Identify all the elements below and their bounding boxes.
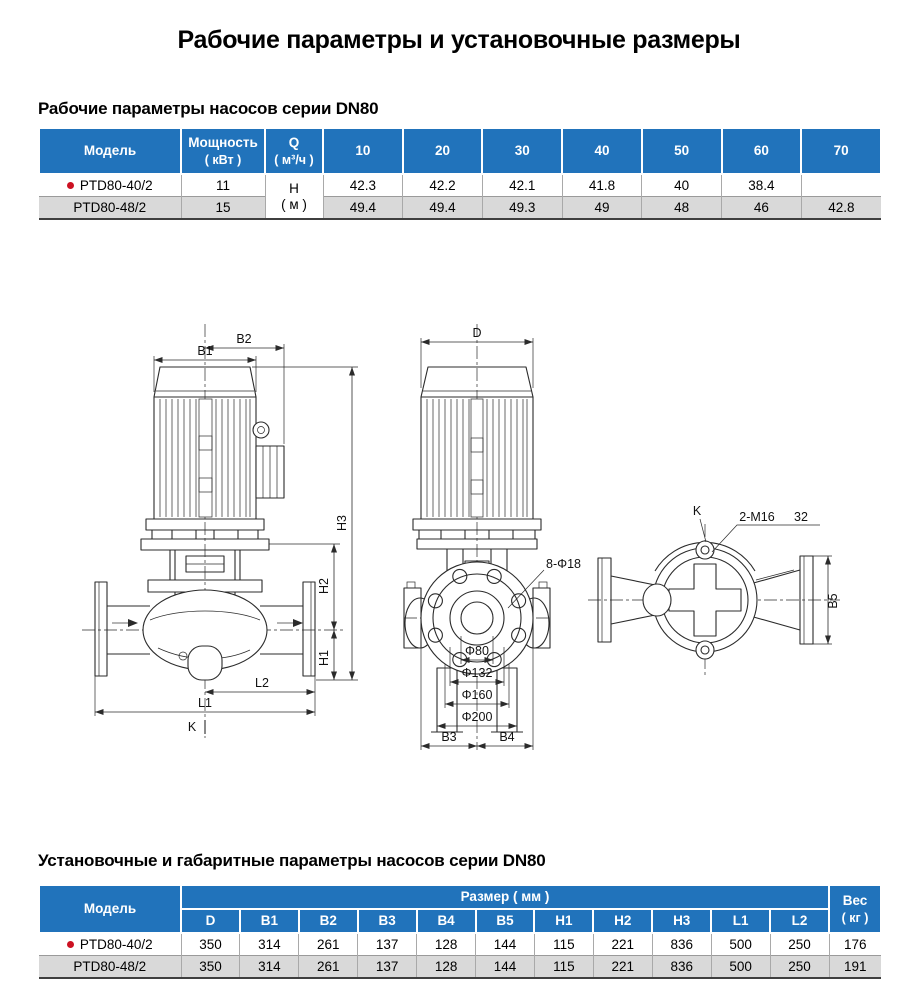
head-value-cell: 40	[642, 174, 722, 197]
dim-column-header: B5	[476, 909, 535, 933]
dim-column-header: B2	[299, 909, 358, 933]
dimension-drawings	[0, 318, 918, 768]
dim-value-cell: 115	[534, 933, 593, 956]
page-title: Рабочие параметры и установочные размеры	[177, 26, 741, 54]
dim-label-b4: B4	[499, 730, 515, 744]
head-value-cell: 49.4	[403, 197, 483, 220]
dim-label-h2: H2	[317, 578, 331, 594]
performance-table-header-row	[39, 128, 881, 174]
flow-arrow-icon	[293, 619, 303, 627]
side-view-drawing	[404, 324, 581, 750]
tap-hole	[696, 541, 714, 559]
weight-header-line2: ( кг )	[841, 910, 869, 925]
power-cell: 11	[181, 174, 265, 197]
flow-value-header: 20	[403, 128, 483, 174]
head-value-cell	[801, 174, 881, 197]
flow-arrow-icon	[128, 619, 138, 627]
dim-value-cell: 836	[652, 956, 711, 979]
dimensions-table-header-row	[39, 885, 881, 909]
dim-value-cell: 836	[652, 933, 711, 956]
flow-header-line1: Q	[288, 135, 300, 151]
bullet-icon	[67, 182, 74, 189]
dim-value-cell: 137	[358, 933, 417, 956]
head-value-cell: 49.3	[482, 197, 562, 220]
dim-value-cell: 350	[181, 956, 240, 979]
dim-value-cell: 128	[417, 956, 476, 979]
power-cell: 15	[181, 197, 265, 220]
pump-casing-front	[95, 582, 315, 680]
top-view-drawing	[588, 504, 840, 676]
head-unit-line1: H	[289, 180, 299, 196]
dim-value-cell: 314	[240, 956, 299, 979]
dim-label-h3: H3	[335, 515, 349, 531]
performance-table	[38, 127, 882, 220]
dim-value-cell: 115	[534, 956, 593, 979]
dim-value-cell: 144	[476, 933, 535, 956]
dim-column-header: H1	[534, 909, 593, 933]
dim-column-header: L1	[711, 909, 770, 933]
dim-column-header: H3	[652, 909, 711, 933]
side-dimensions	[421, 326, 581, 750]
table-row	[39, 174, 881, 197]
dim-value-cell: 221	[593, 933, 652, 956]
weight-header-line1: Вес	[842, 893, 868, 909]
lifting-eye	[253, 422, 269, 438]
head-unit-cell	[265, 174, 323, 219]
flow-value-header: 30	[482, 128, 562, 174]
dim-value-cell: 500	[711, 933, 770, 956]
dim-value-cell: 350	[181, 933, 240, 956]
dim-label-k: K	[187, 720, 197, 734]
dim-value-cell: 144	[476, 956, 535, 979]
flow-header-line2: ( м³/ч )	[274, 152, 314, 167]
dim-value-cell: 137	[358, 956, 417, 979]
suction-flange	[95, 582, 107, 676]
motor-front	[146, 367, 284, 539]
model-cell	[39, 174, 181, 197]
dim-label-phi200: Φ200	[461, 710, 493, 724]
dim-label-b5: B5	[826, 593, 840, 609]
dim-label-b1: B1	[197, 344, 213, 358]
dim-value-cell: 128	[417, 933, 476, 956]
flow-value-header: 70	[801, 128, 881, 174]
flow-value-header: 10	[323, 128, 403, 174]
dim-column-header: B1	[240, 909, 299, 933]
dim-column-header: D	[181, 909, 240, 933]
dim-value-cell: 261	[299, 956, 358, 979]
dim-value-cell: 221	[593, 956, 652, 979]
front-view-drawing	[82, 324, 358, 738]
dim-label-l1: L1	[198, 696, 212, 710]
dim-label-phi160: Φ160	[461, 688, 493, 702]
dim-column-header: B3	[358, 909, 417, 933]
model-cell: PTD80-48/2	[39, 956, 181, 979]
dim-value-cell: 250	[770, 956, 829, 979]
head-value-cell: 42.2	[403, 174, 483, 197]
dim-label-h1: H1	[317, 650, 331, 666]
head-value-cell: 38.4	[722, 174, 802, 197]
flow-value-header: 50	[642, 128, 722, 174]
power-column-header	[181, 128, 265, 174]
flow-value-header: 40	[562, 128, 642, 174]
dim-value-cell: 314	[240, 933, 299, 956]
discharge-flange	[303, 582, 315, 676]
weight-column-header	[829, 885, 881, 933]
head-value-cell: 42.8	[801, 197, 881, 220]
bullet-icon	[67, 941, 74, 948]
front-dimensions	[95, 332, 358, 734]
dim-label-32: 32	[794, 510, 808, 524]
power-header-line2: ( кВт )	[204, 152, 242, 167]
table-row	[39, 197, 881, 220]
dim-column-header: L2	[770, 909, 829, 933]
head-value-cell: 49	[562, 197, 642, 220]
table-row	[39, 956, 881, 979]
table-row	[39, 933, 881, 956]
model-cell	[39, 933, 181, 956]
head-unit-line2: ( м )	[281, 196, 307, 212]
model-column-header: Модель	[39, 885, 181, 933]
size-group-header: Размер ( мм )	[181, 885, 829, 909]
head-value-cell: 46	[722, 197, 802, 220]
flow-value-header: 60	[722, 128, 802, 174]
head-value-cell: 49.4	[323, 197, 403, 220]
dim-value-cell: 500	[711, 956, 770, 979]
dim-label-phi132: Φ132	[461, 666, 493, 680]
dim-label-b2: B2	[236, 332, 252, 346]
weight-value-cell: 176	[829, 933, 881, 956]
model-label: PTD80-40/2	[79, 178, 153, 193]
dim-label-l2: L2	[255, 676, 269, 690]
dim-label-phi80: Φ80	[465, 644, 489, 658]
head-value-cell: 48	[642, 197, 722, 220]
dim-label-b3: B3	[441, 730, 457, 744]
head-value-cell: 42.1	[482, 174, 562, 197]
dim-label-d: D	[472, 326, 482, 340]
dim-value-cell: 250	[770, 933, 829, 956]
model-column-header: Модель	[39, 128, 181, 174]
weight-value-cell: 191	[829, 956, 881, 979]
section1-heading: Рабочие параметры насосов серии DN80	[38, 99, 379, 118]
model-label: PTD80-40/2	[79, 937, 153, 952]
dim-value-cell: 261	[299, 933, 358, 956]
dim-column-header: B4	[417, 909, 476, 933]
flow-column-header	[265, 128, 323, 174]
power-header-line1: Мощность	[188, 135, 258, 151]
section2-heading: Установочные и габаритные параметры насосов серии DN80	[38, 851, 546, 870]
head-value-cell: 41.8	[562, 174, 642, 197]
dim-label-bolt-note: 8-Φ18	[546, 557, 581, 571]
model-cell: PTD80-48/2	[39, 197, 181, 220]
dim-label-k-top: K	[692, 504, 702, 518]
tap-hole	[696, 641, 714, 659]
head-value-cell: 42.3	[323, 174, 403, 197]
dim-column-header: H2	[593, 909, 652, 933]
dim-label-m16: 2-M16	[739, 510, 775, 524]
dimensions-table	[38, 884, 882, 979]
